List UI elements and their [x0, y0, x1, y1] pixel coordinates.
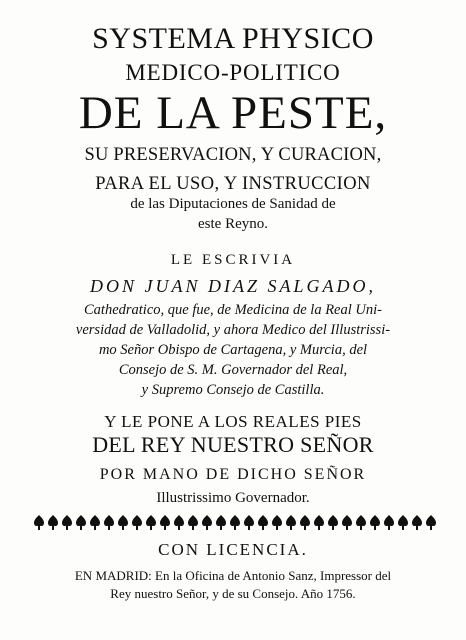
author-description-3: mo Señor Obispo de Cartagena, y Murcia, del [98, 342, 368, 358]
author-description-1: Cathedratico, que fue, de Medicina de la Real Uni- [84, 302, 382, 318]
subtitle-line-3: de las Diputaciones de Sanidad de [130, 196, 336, 212]
fleuron-border-icon [30, 514, 436, 532]
imprint-line-2: Rey nuestro Señor, y de su Consejo. Año 1756. [110, 586, 356, 601]
author-name: DON JUAN DIAZ SALGADO, [90, 276, 376, 296]
dedication-line-1: Y LE PONE A LOS REALES PIES [104, 412, 362, 431]
dedication-line-3: POR MANO DE DICHO SEÑOR [99, 466, 367, 483]
imprint-line-1: EN MADRID: En la Oficina de Antonio Sanz, Impressor del [74, 568, 392, 583]
title-line-1: SYSTEMA PHYSICO [92, 22, 374, 55]
attribution-line: LE ESCRIVIA [170, 252, 296, 268]
subtitle-line-2: PARA EL USO, Y INSTRUCCION [95, 174, 371, 194]
author-description-2: versidad de Valladolid, y ahora Medico del Illustrissi- [75, 322, 391, 338]
author-description-4: Consejo de S. M. Governador del Real, [118, 362, 348, 378]
title-line-2: MEDICO-POLITICO [125, 60, 341, 85]
subtitle-line-1: SU PRESERVACION, Y CURACION, [84, 145, 382, 165]
dedication-line-2: DEL REY NUESTRO SEÑOR [92, 432, 374, 457]
title-line-3: DE LA PESTE, [78, 87, 388, 139]
subtitle-line-4: este Reyno. [198, 216, 268, 232]
dedication-line-4: Illustrissimo Governador. [156, 490, 310, 506]
licence-line: CON LICENCIA. [158, 540, 308, 559]
author-description-5: y Supremo Consejo de Castilla. [141, 382, 325, 398]
